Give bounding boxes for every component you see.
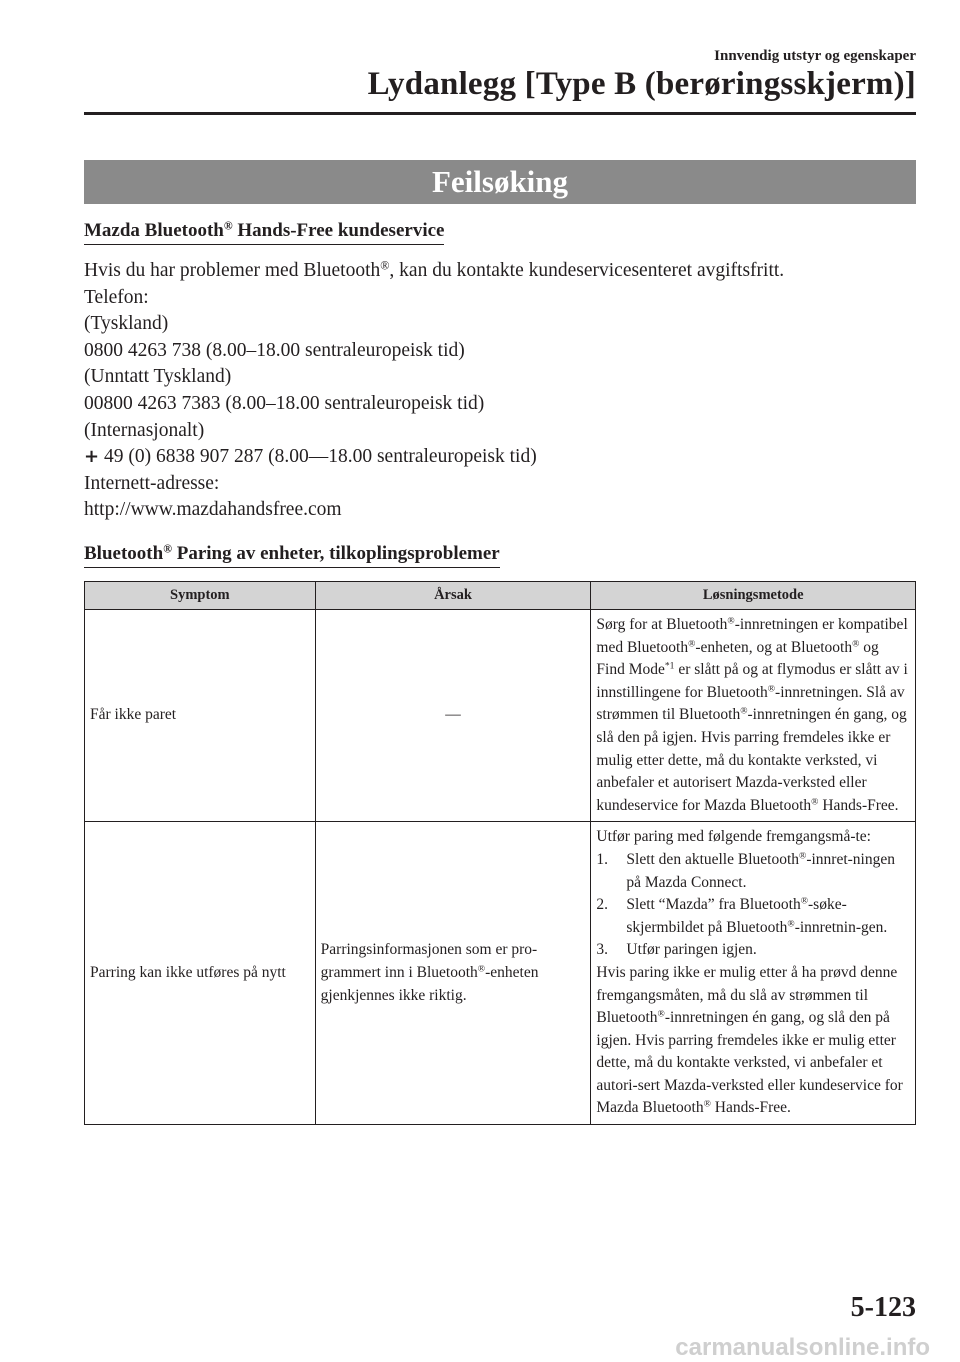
section-banner: Feilsøking xyxy=(84,160,916,204)
running-header-title: Lydanlegg [Type B (berøringsskjerm)] xyxy=(367,66,916,102)
web-label: Internett-adresse: xyxy=(84,472,220,494)
intro-paragraph: Hvis du har problemer med Bluetooth®, kan du kontakte kundeservicesenteret avgiftsfritt. xyxy=(84,258,785,281)
service-contact-text xyxy=(84,258,924,524)
symptom-cell: Får ikke paret xyxy=(85,610,316,822)
column-header-symptom: Symptom xyxy=(85,582,316,610)
running-header-section: Innvendig utstyr og egenskaper xyxy=(714,48,916,64)
heading-hands-free-service: Mazda Bluetooth® Hands-Free kundeservice xyxy=(84,220,444,245)
column-header-cause: Årsak xyxy=(315,582,591,610)
cause-cell: — xyxy=(315,610,591,822)
web-url: http://www.mazdahandsfree.com xyxy=(84,499,342,521)
header-rule xyxy=(84,112,916,115)
watermark: carmanualsonline.info xyxy=(675,1334,930,1361)
solution-intro: Utfør paring med følgende fremgangsmå-te: xyxy=(596,828,871,846)
plus-icon: + xyxy=(84,446,100,468)
list-item: 3. Utfør paringen igjen. xyxy=(596,941,757,959)
page-number: 5-123 xyxy=(850,1292,916,1323)
solution-outro: Hvis paring ikke er mulig etter å ha prøvd denne fremgangsmåten, må du slå av strømmen til Bluetooth®-innretningen én gang, og slå den på igjen. Hvis parring fremdeles ikke er mulig etter dette, må du kontakte verksted, vi anbefaler et autori-sert Mazda-verksted eller kundeservice for Mazda Bluetooth® Hands-Free. xyxy=(596,963,903,1117)
germany-phone: 0800 4263 738 (8.00–18.00 sentraleuropeisk tid) xyxy=(84,339,465,361)
phone-label: Telefon: xyxy=(84,286,149,308)
international-phone: + 49 (0) 6838 907 287 (8.00―18.00 sentraleuropeisk tid) xyxy=(84,446,537,468)
list-item: 1. Slett den aktuelle Bluetooth®-innret-ningen på Mazda Connect. xyxy=(596,850,895,891)
table-header-row xyxy=(85,582,916,610)
symptom-cell: Parring kan ikke utføres på nytt xyxy=(85,822,316,1125)
solution-cell xyxy=(591,822,916,1125)
list-item: 2. Slett “Mazda” fra Bluetooth®-søke-skjermbildet på Bluetooth®-innretnin-gen. xyxy=(596,895,888,936)
heading-pairing-problems: Bluetooth® Paring av enheter, tilkoplingsproblemer xyxy=(84,543,500,568)
outside-germany-phone: 00800 4263 7383 (8.00–18.00 sentraleuropeisk tid) xyxy=(84,392,485,414)
germany-label: (Tyskland) xyxy=(84,313,169,335)
international-label: (Internasjonalt) xyxy=(84,419,205,441)
cause-cell: Parringsinformasjonen som er pro-grammert inn i Bluetooth®-enheten gjenkjennes ikke riktig. xyxy=(315,822,591,1125)
troubleshooting-table xyxy=(84,581,916,1125)
solution-cell: Sørg for at Bluetooth®-innretningen er kompatibel med Bluetooth®-enheten, og at Bluetooth® og Find Mode$^{*1}$ er slått på og at flymodus er slått av i innstillingene for Bluetooth®-innretningen. Slå av strømmen til Bluetooth®-innretningen én gang, og slå den på igjen. Hvis parring fremdeles ikke er mulig etter dette, må du kontakte verksted, vi anbefaler et autorisert Mazda-verksted eller kundeservice for Mazda Bluetooth® Hands-Free. xyxy=(591,610,916,822)
table-row xyxy=(85,610,916,822)
table-row xyxy=(85,822,916,1125)
footnote-marker: *1 xyxy=(664,660,675,672)
column-header-solution: Løsningsmetode xyxy=(591,582,916,610)
outside-germany-label: (Unntatt Tyskland) xyxy=(84,366,232,388)
